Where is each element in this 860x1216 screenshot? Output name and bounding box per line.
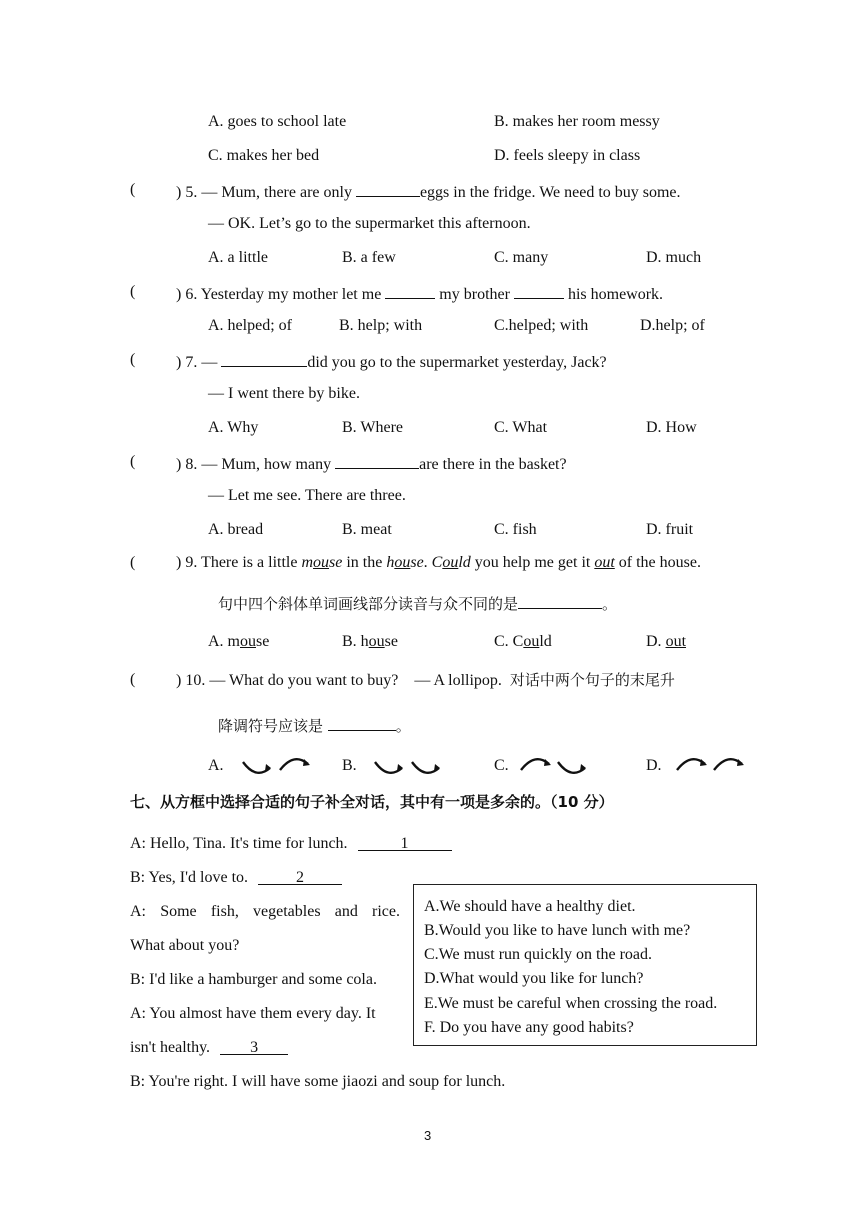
dialogue-line-4: B: I'd like a hamburger and some cola. bbox=[130, 971, 377, 988]
q9-option-a-3: se bbox=[256, 633, 270, 650]
dialogue-line-6: B: You're right. I will have some jiaozi and soup for lunch. bbox=[130, 1073, 506, 1090]
dialogue-line-3b: What about you? bbox=[130, 937, 240, 954]
q9-paren: ( bbox=[130, 554, 136, 571]
q6-paren: ( bbox=[130, 283, 136, 300]
q9-word-mouse-3: se bbox=[329, 554, 343, 571]
q9-chinese-text: 句中四个斜体单词画线部分读音与众不同的是 bbox=[218, 595, 519, 613]
q6-option-d: D.help; of bbox=[640, 317, 705, 334]
q8-option-a: A. bread bbox=[208, 521, 264, 538]
q5-stem-end: eggs in the fridge. We need to buy some. bbox=[419, 184, 681, 201]
page-number: 3 bbox=[424, 1128, 432, 1143]
q9-stem-part-4: you help me get it bbox=[470, 554, 595, 571]
q5-option-d: D. much bbox=[646, 249, 702, 266]
q6-option-a: A. helped; of bbox=[208, 317, 292, 334]
q8-stem bbox=[176, 452, 567, 475]
q9-option-d-1: D. bbox=[646, 633, 666, 650]
q5-reply: — OK. Let’s go to the supermarket this afternoon. bbox=[208, 215, 531, 232]
q9-option-a-1: A. m bbox=[208, 633, 240, 650]
option-item: A.We should have a healthy diet. bbox=[424, 898, 636, 915]
option-item: D.What would you like for lunch? bbox=[424, 970, 644, 987]
q10-option-a-label: A. bbox=[208, 757, 224, 774]
q9-stem-end: of the house. bbox=[614, 554, 701, 571]
dialogue-line-1-text: A: Hello, Tina. It's time for lunch. bbox=[130, 835, 348, 852]
option-item: E.We must be careful when crossing the road. bbox=[424, 995, 718, 1012]
q10-chinese-prompt bbox=[218, 714, 411, 736]
q9-option-c-1: C. C bbox=[494, 633, 524, 650]
q4-option-c: C. makes her bed bbox=[208, 147, 320, 164]
dialogue-line-2-text: B: Yes, I'd love to. bbox=[130, 869, 249, 886]
q9-word-mouse-1: m bbox=[301, 554, 314, 571]
q7-stem-end: did you go to the supermarket yesterday, Jack? bbox=[307, 354, 607, 371]
q9-word-out: out bbox=[594, 554, 615, 571]
q9-option-b-3: se bbox=[384, 633, 398, 650]
dialogue-line-2 bbox=[130, 868, 342, 888]
q9-option-a-2: ou bbox=[240, 633, 256, 650]
dialogue-line-3a: A: Some fish, vegetables and rice. bbox=[130, 903, 400, 920]
q5-option-c: C. many bbox=[494, 249, 549, 266]
q9-option-c-2: ou bbox=[523, 633, 540, 650]
q7-option-b: B. Where bbox=[342, 419, 404, 436]
q5-stem bbox=[176, 180, 681, 203]
q4-option-b: B. makes her room messy bbox=[494, 113, 660, 130]
q4-option-d: D. feels sleepy in class bbox=[494, 147, 641, 164]
q9-option-d bbox=[646, 632, 686, 652]
q9-word-house-2: ou bbox=[394, 554, 411, 571]
q5-stem-start: ) 5. — Mum, there are only bbox=[176, 184, 352, 201]
q10-reply: — A lollipop. bbox=[414, 672, 502, 689]
option-item: B.Would you like to have lunch with me? bbox=[424, 922, 691, 939]
q10-stem bbox=[176, 670, 675, 691]
q9-option-c bbox=[494, 632, 552, 652]
dialogue-blank-1[interactable] bbox=[358, 834, 452, 851]
q8-option-c: C. fish bbox=[494, 521, 537, 538]
q10-chinese-2: 降调符号应该是 bbox=[218, 717, 324, 735]
q9-word-could-1: C bbox=[431, 554, 443, 571]
q8-stem-end: are there in the basket? bbox=[419, 456, 567, 473]
q8-answer-blank[interactable] bbox=[335, 452, 419, 469]
q9-option-b bbox=[342, 632, 398, 652]
q10-answer-blank[interactable] bbox=[328, 714, 396, 731]
dialogue-blank-1-number: 1 bbox=[400, 835, 409, 852]
q7-option-c: C. What bbox=[494, 419, 548, 436]
dialogue-blank-2-number: 2 bbox=[296, 869, 305, 886]
q7-answer-blank[interactable] bbox=[221, 350, 307, 367]
q5-answer-blank[interactable] bbox=[356, 180, 420, 197]
q4-option-a: A. goes to school late bbox=[208, 113, 347, 130]
section-7-heading: 七、从方框中选择合适的句子补全对话，其中有一项是多余的。（10 分） bbox=[130, 793, 614, 811]
q10-option-b-label: B. bbox=[342, 757, 357, 774]
q7-stem bbox=[176, 350, 607, 373]
q9-stem bbox=[176, 553, 701, 573]
q6-option-c: C.helped; with bbox=[494, 317, 589, 334]
intonation-fall-fall-icon bbox=[372, 754, 448, 778]
options-box bbox=[413, 884, 757, 1046]
dialogue-blank-2[interactable] bbox=[258, 868, 342, 885]
q10-chinese-end: 。 bbox=[395, 717, 411, 735]
q6-answer-blank-1[interactable] bbox=[385, 282, 435, 299]
q9-word-could-3: ld bbox=[458, 554, 471, 571]
dialogue-line-5b bbox=[130, 1038, 288, 1058]
q10-stem-start: ) 10. — What do you want to buy? bbox=[176, 672, 399, 689]
option-item: F. Do you have any good habits? bbox=[424, 1019, 634, 1036]
q10-option-c-label: C. bbox=[494, 757, 509, 774]
dialogue-line-5b-text: isn't healthy. bbox=[130, 1039, 211, 1056]
q5-option-b: B. a few bbox=[342, 249, 396, 266]
q6-stem bbox=[176, 282, 663, 305]
q9-option-a bbox=[208, 632, 269, 652]
q6-stem-start: ) 6. Yesterday my mother let me bbox=[176, 286, 382, 303]
q10-option-d-label: D. bbox=[646, 757, 662, 774]
option-item: C.We must run quickly on the road. bbox=[424, 946, 653, 963]
q8-paren: ( bbox=[130, 453, 136, 470]
dialogue-blank-3-number: 3 bbox=[250, 1039, 259, 1056]
q9-option-d-2: out bbox=[665, 633, 687, 650]
q9-option-c-3: ld bbox=[539, 633, 552, 650]
q6-stem-end: his homework. bbox=[567, 286, 664, 303]
q6-option-b: B. help; with bbox=[339, 317, 423, 334]
q7-paren: ( bbox=[130, 351, 136, 368]
q5-option-a: A. a little bbox=[208, 249, 268, 266]
q9-chinese-end: 。 bbox=[602, 595, 618, 613]
q7-reply: — I went there by bike. bbox=[208, 385, 360, 402]
q9-stem-part-2: in the bbox=[342, 554, 387, 571]
intonation-rise-fall-icon bbox=[518, 754, 594, 778]
q6-answer-blank-2[interactable] bbox=[514, 282, 564, 299]
q7-stem-start: ) 7. — bbox=[176, 354, 218, 371]
q9-word-house-3: se bbox=[410, 554, 424, 571]
dialogue-blank-3[interactable] bbox=[220, 1038, 288, 1055]
q9-option-b-1: B. h bbox=[342, 633, 369, 650]
q8-option-d: D. fruit bbox=[646, 521, 694, 538]
q7-option-d: D. How bbox=[646, 419, 697, 436]
q9-stem-part-3: . bbox=[423, 554, 432, 571]
q6-stem-mid: my brother bbox=[439, 286, 510, 303]
q9-word-could-2: ou bbox=[442, 554, 459, 571]
intonation-fall-rise-icon bbox=[240, 754, 316, 778]
q5-paren: ( bbox=[130, 181, 136, 198]
q8-option-b: B. meat bbox=[342, 521, 392, 538]
q9-word-house-1: h bbox=[386, 554, 395, 571]
q7-option-a: A. Why bbox=[208, 419, 259, 436]
q8-reply: — Let me see. There are three. bbox=[208, 487, 406, 504]
q10-chinese-1: 对话中两个句子的末尾升 bbox=[509, 671, 675, 689]
q9-option-b-2: ou bbox=[368, 633, 385, 650]
dialogue-line-1 bbox=[130, 834, 452, 854]
q9-stem-start: ) 9. There is a little bbox=[176, 554, 302, 571]
q9-answer-blank[interactable] bbox=[518, 592, 602, 609]
q9-chinese-prompt bbox=[218, 592, 617, 614]
q8-stem-start: ) 8. — Mum, how many bbox=[176, 456, 332, 473]
intonation-rise-rise-icon bbox=[674, 754, 750, 778]
dialogue-line-5a: A: You almost have them every day. It bbox=[130, 1005, 376, 1022]
q10-paren: ( bbox=[130, 671, 136, 688]
q9-word-mouse-2: ou bbox=[313, 554, 330, 571]
